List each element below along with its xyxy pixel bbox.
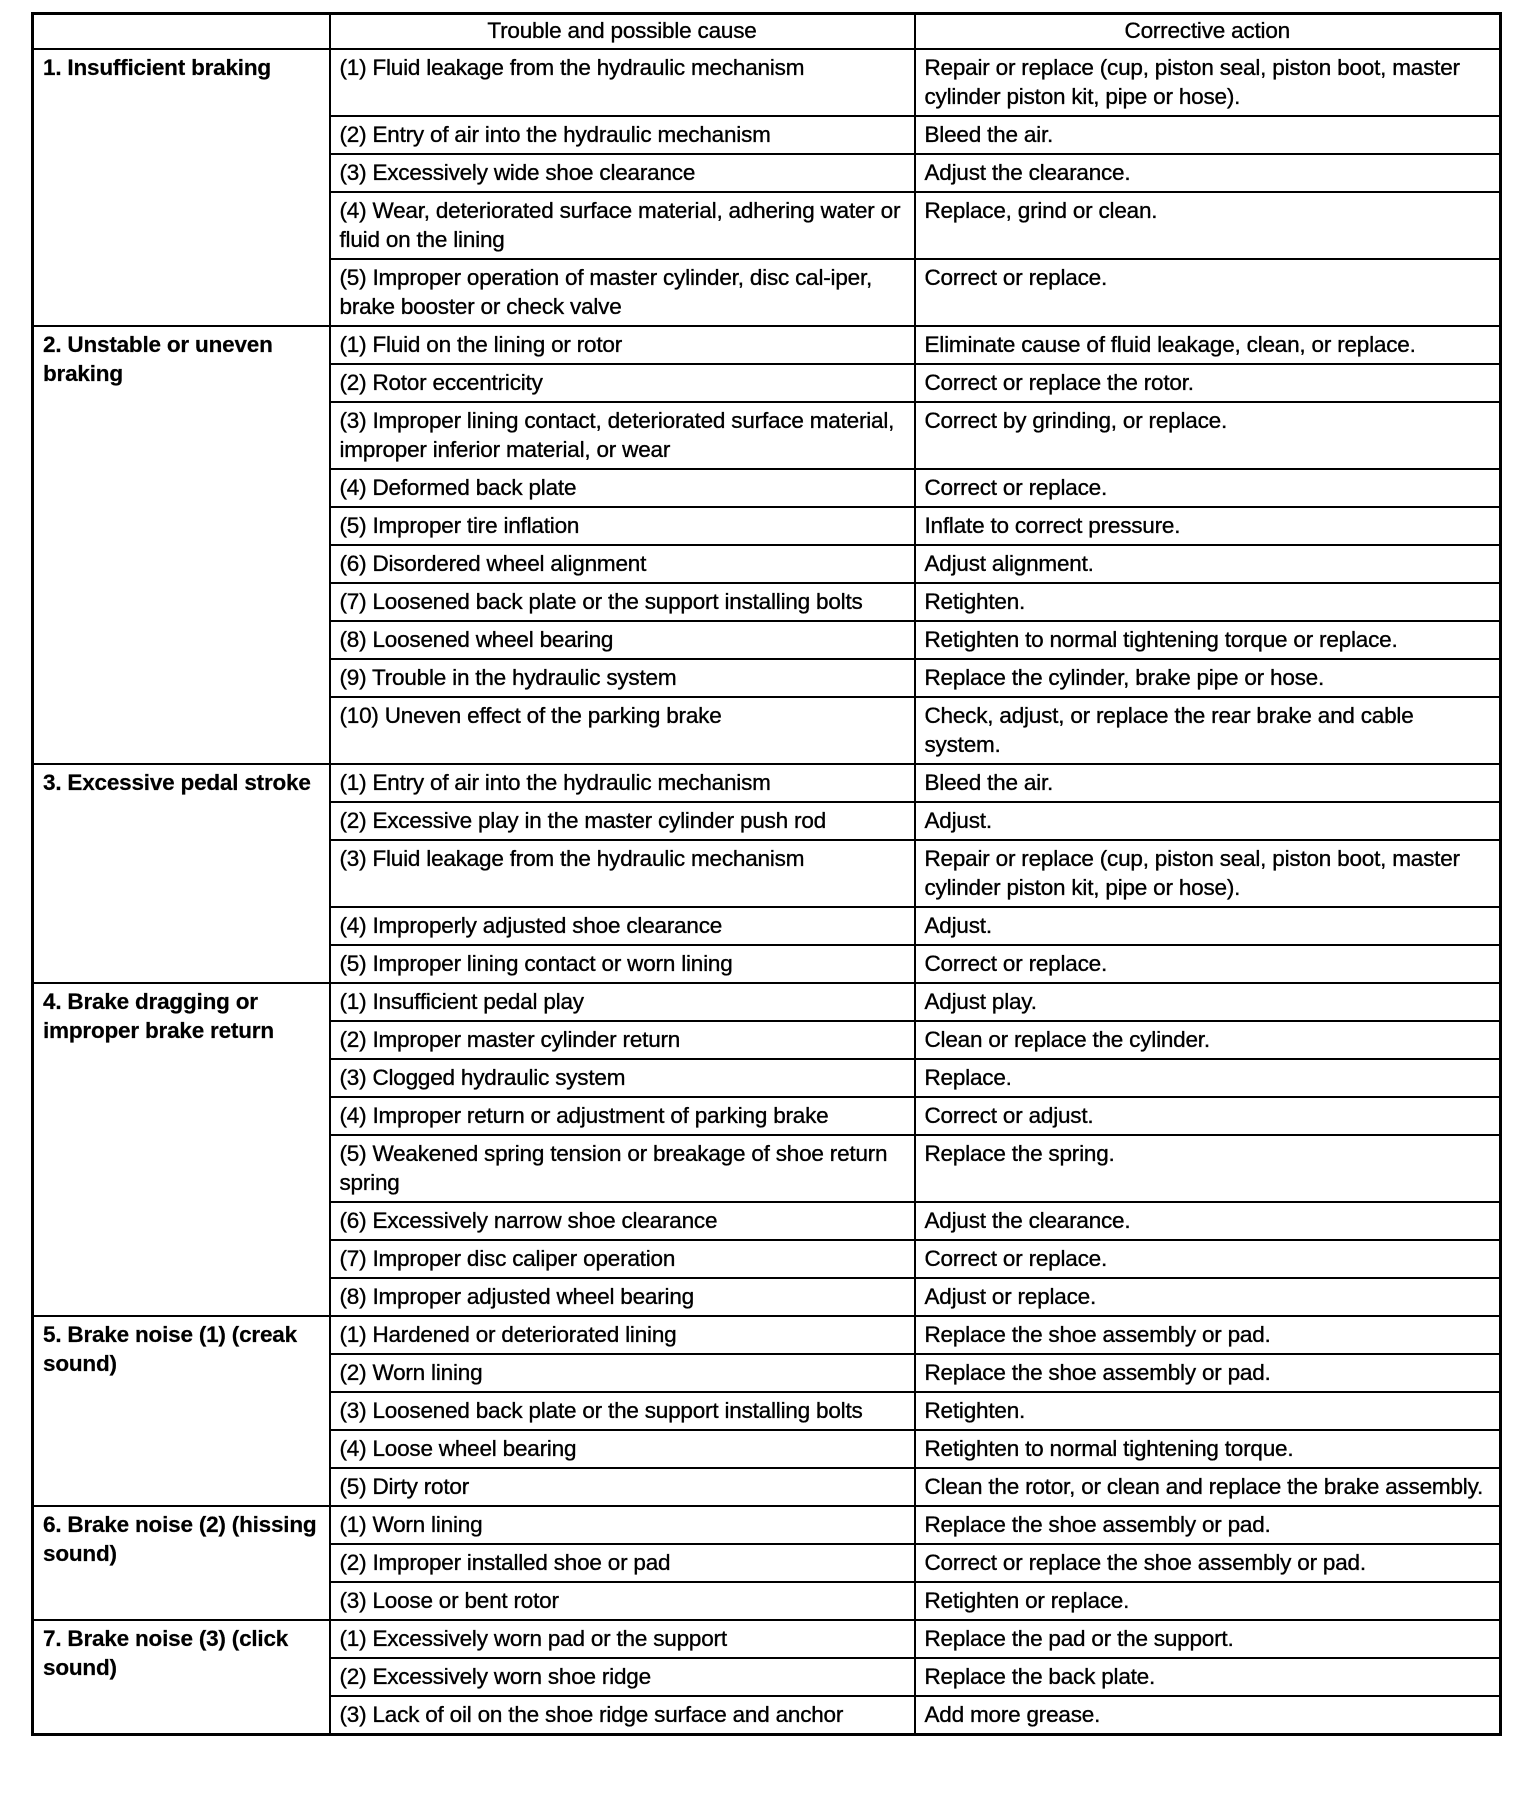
possible-cause-cell: (9) Trouble in the hydraulic system <box>330 659 915 697</box>
symptom-category: 7. Brake noise (3) (click sound) <box>33 1620 330 1735</box>
corrective-action-cell: Bleed the air. <box>915 116 1501 154</box>
corrective-action-cell: Correct or replace. <box>915 259 1501 326</box>
possible-cause-cell: (2) Entry of air into the hydraulic mechanism <box>330 116 915 154</box>
brake-troubleshooting-table <box>31 12 1502 1736</box>
corrective-action-cell: Check, adjust, or replace the rear brake and cable system. <box>915 697 1501 764</box>
possible-cause-cell: (4) Improper return or adjustment of parking brake <box>330 1097 915 1135</box>
symptom-category: 3. Excessive pedal stroke <box>33 764 330 983</box>
possible-cause-cell: (10) Uneven effect of the parking brake <box>330 697 915 764</box>
corrective-action-cell: Replace, grind or clean. <box>915 192 1501 259</box>
possible-cause-cell: (5) Improper lining contact or worn lining <box>330 945 915 983</box>
header-symptom <box>33 14 330 50</box>
corrective-action-cell: Correct or replace the rotor. <box>915 364 1501 402</box>
possible-cause-cell: (1) Worn lining <box>330 1506 915 1544</box>
possible-cause-cell: (7) Improper disc caliper operation <box>330 1240 915 1278</box>
corrective-action-cell: Adjust or replace. <box>915 1278 1501 1316</box>
corrective-action-cell: Inflate to correct pressure. <box>915 507 1501 545</box>
possible-cause-cell: (1) Insufficient pedal play <box>330 983 915 1021</box>
corrective-action-cell: Adjust alignment. <box>915 545 1501 583</box>
corrective-action-cell: Replace the shoe assembly or pad. <box>915 1506 1501 1544</box>
possible-cause-cell: (2) Excessive play in the master cylinder push rod <box>330 802 915 840</box>
table-body <box>33 49 1501 1735</box>
corrective-action-cell: Clean or replace the cylinder. <box>915 1021 1501 1059</box>
possible-cause-cell: (1) Fluid leakage from the hydraulic mechanism <box>330 49 915 116</box>
corrective-action-cell: Replace the shoe assembly or pad. <box>915 1354 1501 1392</box>
possible-cause-cell: (3) Excessively wide shoe clearance <box>330 154 915 192</box>
possible-cause-cell: (3) Loose or bent rotor <box>330 1582 915 1620</box>
possible-cause-cell: (4) Improperly adjusted shoe clearance <box>330 907 915 945</box>
corrective-action-cell: Correct by grinding, or replace. <box>915 402 1501 469</box>
possible-cause-cell: (1) Fluid on the lining or rotor <box>330 326 915 364</box>
corrective-action-cell: Adjust the clearance. <box>915 1202 1501 1240</box>
corrective-action-cell: Repair or replace (cup, piston seal, piston boot, master cylinder piston kit, pipe or hose). <box>915 840 1501 907</box>
possible-cause-cell: (7) Loosened back plate or the support installing bolts <box>330 583 915 621</box>
possible-cause-cell: (6) Disordered wheel alignment <box>330 545 915 583</box>
possible-cause-cell: (5) Improper tire inflation <box>330 507 915 545</box>
possible-cause-cell: (2) Improper installed shoe or pad <box>330 1544 915 1582</box>
table-row <box>33 326 1501 364</box>
possible-cause-cell: (5) Weakened spring tension or breakage of shoe return spring <box>330 1135 915 1202</box>
possible-cause-cell: (3) Improper lining contact, deteriorated surface material, improper inferior material, or wear <box>330 402 915 469</box>
corrective-action-cell: Adjust. <box>915 802 1501 840</box>
table-row <box>33 49 1501 116</box>
symptom-category: 6. Brake noise (2) (hissing sound) <box>33 1506 330 1620</box>
corrective-action-cell: Add more grease. <box>915 1696 1501 1735</box>
table-row <box>33 764 1501 802</box>
corrective-action-cell: Eliminate cause of fluid leakage, clean, or replace. <box>915 326 1501 364</box>
table-row <box>33 1620 1501 1658</box>
table-row <box>33 1506 1501 1544</box>
possible-cause-cell: (3) Lack of oil on the shoe ridge surface and anchor <box>330 1696 915 1735</box>
possible-cause-cell: (2) Excessively worn shoe ridge <box>330 1658 915 1696</box>
symptom-category: 4. Brake dragging or improper brake return <box>33 983 330 1316</box>
corrective-action-cell: Correct or replace the shoe assembly or pad. <box>915 1544 1501 1582</box>
possible-cause-cell: (3) Fluid leakage from the hydraulic mechanism <box>330 840 915 907</box>
symptom-category: 2. Unstable or uneven braking <box>33 326 330 764</box>
possible-cause-cell: (1) Entry of air into the hydraulic mechanism <box>330 764 915 802</box>
corrective-action-cell: Replace the spring. <box>915 1135 1501 1202</box>
possible-cause-cell: (8) Improper adjusted wheel bearing <box>330 1278 915 1316</box>
corrective-action-cell: Replace. <box>915 1059 1501 1097</box>
corrective-action-cell: Correct or adjust. <box>915 1097 1501 1135</box>
possible-cause-cell: (2) Improper master cylinder return <box>330 1021 915 1059</box>
corrective-action-cell: Retighten or replace. <box>915 1582 1501 1620</box>
table-row <box>33 1316 1501 1354</box>
possible-cause-cell: (6) Excessively narrow shoe clearance <box>330 1202 915 1240</box>
possible-cause-cell: (1) Hardened or deteriorated lining <box>330 1316 915 1354</box>
corrective-action-cell: Correct or replace. <box>915 1240 1501 1278</box>
possible-cause-cell: (2) Worn lining <box>330 1354 915 1392</box>
corrective-action-cell: Retighten. <box>915 1392 1501 1430</box>
corrective-action-cell: Retighten. <box>915 583 1501 621</box>
possible-cause-cell: (4) Loose wheel bearing <box>330 1430 915 1468</box>
corrective-action-cell: Replace the pad or the support. <box>915 1620 1501 1658</box>
corrective-action-cell: Replace the back plate. <box>915 1658 1501 1696</box>
header-corrective-action: Corrective action <box>915 14 1501 50</box>
possible-cause-cell: (3) Clogged hydraulic system <box>330 1059 915 1097</box>
corrective-action-cell: Retighten to normal tightening torque. <box>915 1430 1501 1468</box>
corrective-action-cell: Correct or replace. <box>915 469 1501 507</box>
corrective-action-cell: Clean the rotor, or clean and replace the brake assembly. <box>915 1468 1501 1506</box>
symptom-category: 5. Brake noise (1) (creak sound) <box>33 1316 330 1506</box>
corrective-action-cell: Adjust. <box>915 907 1501 945</box>
symptom-category: 1. Insufficient braking <box>33 49 330 326</box>
possible-cause-cell: (4) Deformed back plate <box>330 469 915 507</box>
header-trouble-cause: Trouble and possible cause <box>330 14 915 50</box>
table-row <box>33 983 1501 1021</box>
corrective-action-cell: Replace the shoe assembly or pad. <box>915 1316 1501 1354</box>
corrective-action-cell: Correct or replace. <box>915 945 1501 983</box>
possible-cause-cell: (2) Rotor eccentricity <box>330 364 915 402</box>
possible-cause-cell: (5) Dirty rotor <box>330 1468 915 1506</box>
corrective-action-cell: Repair or replace (cup, piston seal, piston boot, master cylinder piston kit, pipe or hose). <box>915 49 1501 116</box>
corrective-action-cell: Retighten to normal tightening torque or replace. <box>915 621 1501 659</box>
possible-cause-cell: (8) Loosened wheel bearing <box>330 621 915 659</box>
possible-cause-cell: (3) Loosened back plate or the support installing bolts <box>330 1392 915 1430</box>
corrective-action-cell: Adjust the clearance. <box>915 154 1501 192</box>
corrective-action-cell: Bleed the air. <box>915 764 1501 802</box>
corrective-action-cell: Adjust play. <box>915 983 1501 1021</box>
header-row <box>33 14 1501 50</box>
corrective-action-cell: Replace the cylinder, brake pipe or hose. <box>915 659 1501 697</box>
possible-cause-cell: (5) Improper operation of master cylinder, disc cal-iper, brake booster or check valve <box>330 259 915 326</box>
possible-cause-cell: (1) Excessively worn pad or the support <box>330 1620 915 1658</box>
possible-cause-cell: (4) Wear, deteriorated surface material, adhering water or fluid on the lining <box>330 192 915 259</box>
